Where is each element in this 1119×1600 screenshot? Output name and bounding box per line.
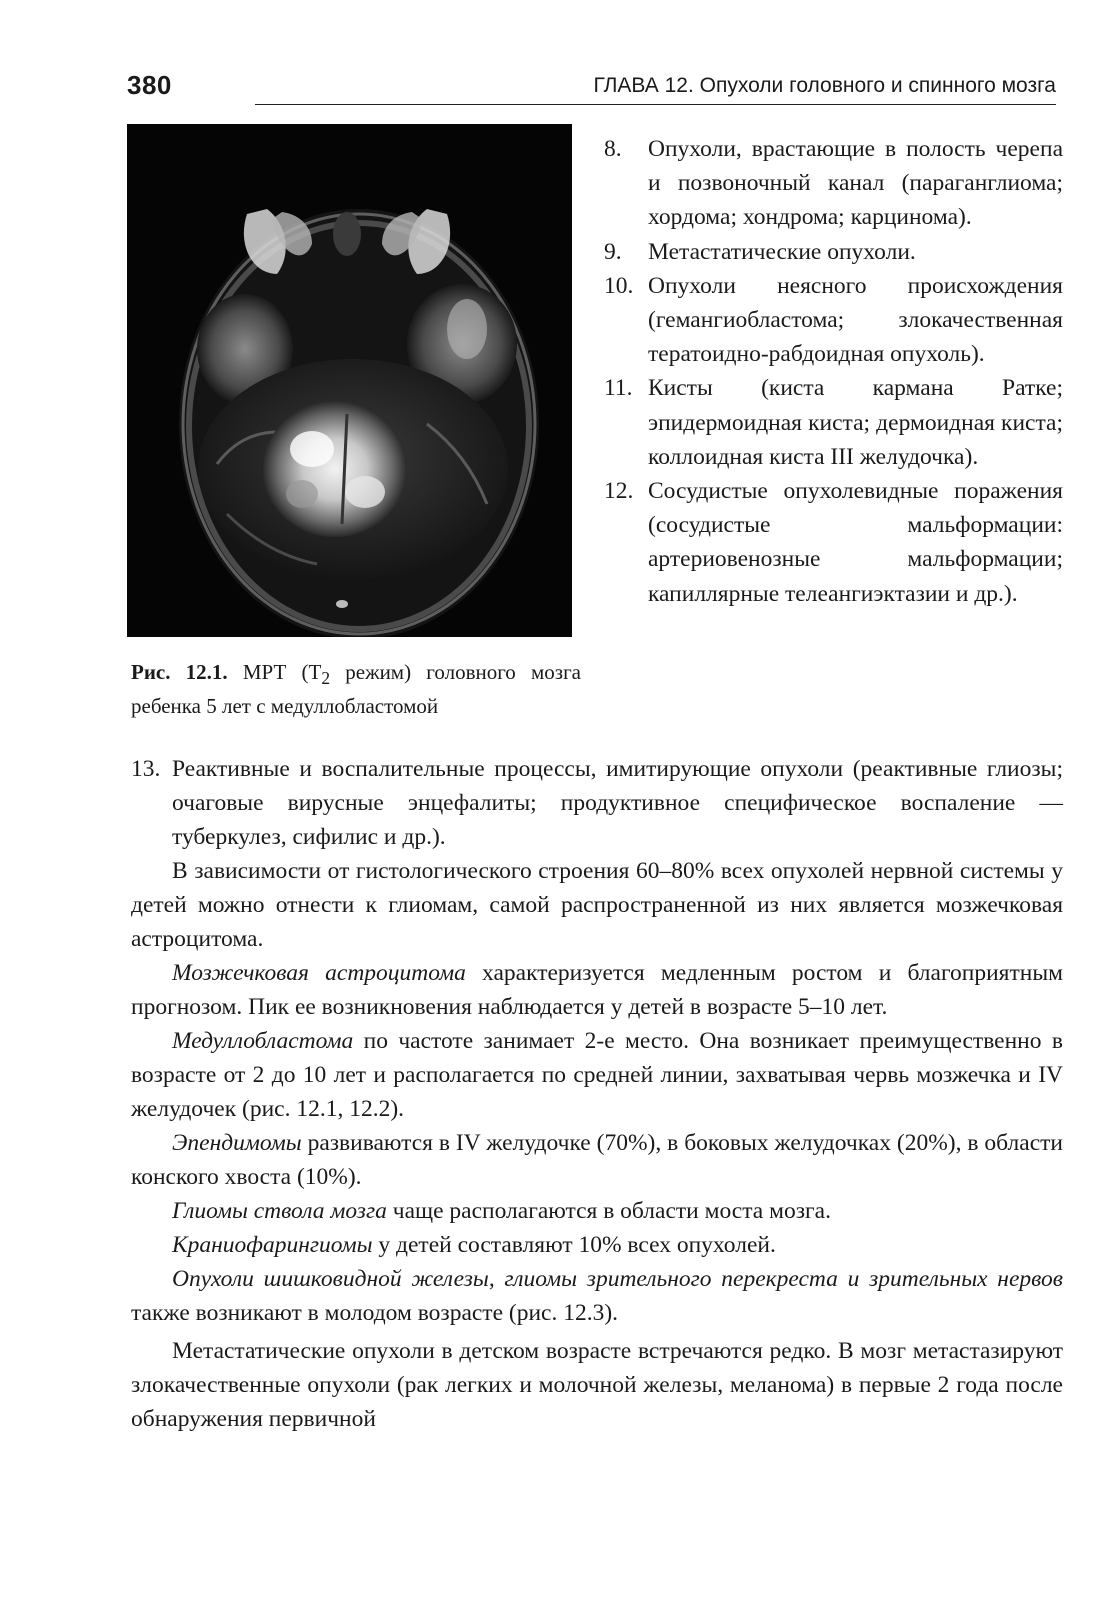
- term-medulloblastoma: Медуллобластома: [172, 1028, 354, 1054]
- mri-brain-scan-image: [127, 124, 572, 637]
- list-item-text: Сосудистые опухолевидные поражения (сосудистые мальформации: артериовенозные мальформации; капиллярные телеангиэктазии и др.).: [648, 478, 1063, 607]
- classification-list: [604, 132, 1063, 611]
- list-item: [604, 269, 1063, 372]
- figure-caption-text: МРТ (T: [227, 660, 322, 684]
- list-item-13: [131, 752, 1063, 854]
- paragraph-medulloblastoma: [131, 1024, 1063, 1126]
- body-text: [131, 752, 1063, 1436]
- list-item-text: Опухоли неясного происхождения (гемангиобластома; злокачественная тератоидно-рабдоидная опухоль).: [648, 272, 1063, 368]
- list-item: [604, 132, 1063, 235]
- list-item-number: 12.: [604, 478, 634, 505]
- header-rule: [255, 104, 1056, 105]
- list-item-number: 8.: [604, 136, 622, 162]
- list-item: [604, 235, 1063, 269]
- list-item: [604, 474, 1063, 611]
- figure-caption: [131, 658, 581, 720]
- term-ependymomas: Эпендимомы: [172, 1130, 302, 1156]
- paragraph-text: развиваются в IV желудочке (70%), в боковых желудочках (20%), в области конского хвоста (10%).: [131, 1130, 1063, 1190]
- term-craniopharyngiomas: Краниофарингиомы: [172, 1232, 373, 1258]
- running-title: ГЛАВА 12. Опухоли головного и спинного мозга: [593, 74, 1056, 97]
- paragraph-text: по частоте занимает 2-е место. Она возникает преимущественно в возрасте от 2 до 10 лет и располагается по средней линии, захватывая червь мозжечка и IV желудочек (рис. 12.1, 12.2).: [131, 1028, 1063, 1122]
- figure-caption-subscript: 2: [321, 668, 331, 689]
- list-item: [604, 371, 1063, 474]
- list-item-text: Метастатические опухоли.: [648, 238, 916, 265]
- mri-figure: [127, 124, 572, 637]
- paragraph-text: чаще располагаются в области моста мозга.: [386, 1198, 831, 1224]
- list-item-text: Кисты (киста кармана Ратке; эпидермоидная киста; дермоидная киста; коллоидная киста III желудочка).: [648, 375, 1063, 470]
- paragraph-text: характеризуется медленным ростом и благоприятным прогнозом. Пик ее возникновения наблюдается у детей в возрасте 5–10 лет.: [131, 960, 1063, 1020]
- paragraph-pineal-optic: [131, 1262, 1063, 1330]
- term-astrocytoma: Мозжечковая астроцитома: [172, 960, 466, 986]
- list-item-number: 10.: [604, 272, 634, 299]
- list-item-text: Опухоли, врастающие в полость черепа и позвоночный канал (параганглиома; хордома; хондрома; карцинома).: [648, 136, 1063, 231]
- paragraph-metastatic: Метастатические опухоли в детском возрасте встречаются редко. В мозг метастазируют злокачественные опухоли (рак легких и молочной железы, меланома) в первые 2 года после обнаружения первичной: [131, 1338, 1063, 1432]
- paragraph-ependymomas: [131, 1126, 1063, 1194]
- paragraph-text: также возникают в молодом возрасте (рис. 12.3).: [131, 1300, 619, 1326]
- list-item-number: 9.: [604, 238, 622, 265]
- paragraph-text: у детей составляют 10% всех опухолей.: [372, 1232, 776, 1258]
- list-item-number: 13.: [131, 756, 161, 782]
- term-pineal-optic-tumors: Опухоли шишковидной железы, глиомы зрительного перекреста и зрительных нервов: [172, 1266, 1063, 1292]
- page-number: 380: [127, 70, 172, 100]
- figure-caption-label: Рис. 12.1.: [131, 660, 228, 684]
- paragraph-craniopharyngiomas: [131, 1228, 1063, 1262]
- paragraph-astrocytoma: [131, 956, 1063, 1024]
- list-item-text: Реактивные и воспалительные процессы, имитирующие опухоли (реактивные глиозы; очаговые вирусные энцефалиты; продуктивное специфическое воспаление — туберкулез, сифилис и др.).: [172, 756, 1063, 850]
- term-brainstem-gliomas: Глиомы ствола мозга: [172, 1198, 387, 1224]
- list-item-number: 11.: [604, 375, 633, 402]
- paragraph-brainstem-gliomas: [131, 1194, 1063, 1228]
- paragraph-gliomas: В зависимости от гистологического строения 60–80% всех опухолей нервной системы у детей можно отнести к глиомам, самой распространенной из них является мозжечковая астроцитома.: [131, 858, 1063, 952]
- figure-caption-text-rest: режим) головного мозга ребенка 5 лет с медуллобластомой: [131, 660, 582, 719]
